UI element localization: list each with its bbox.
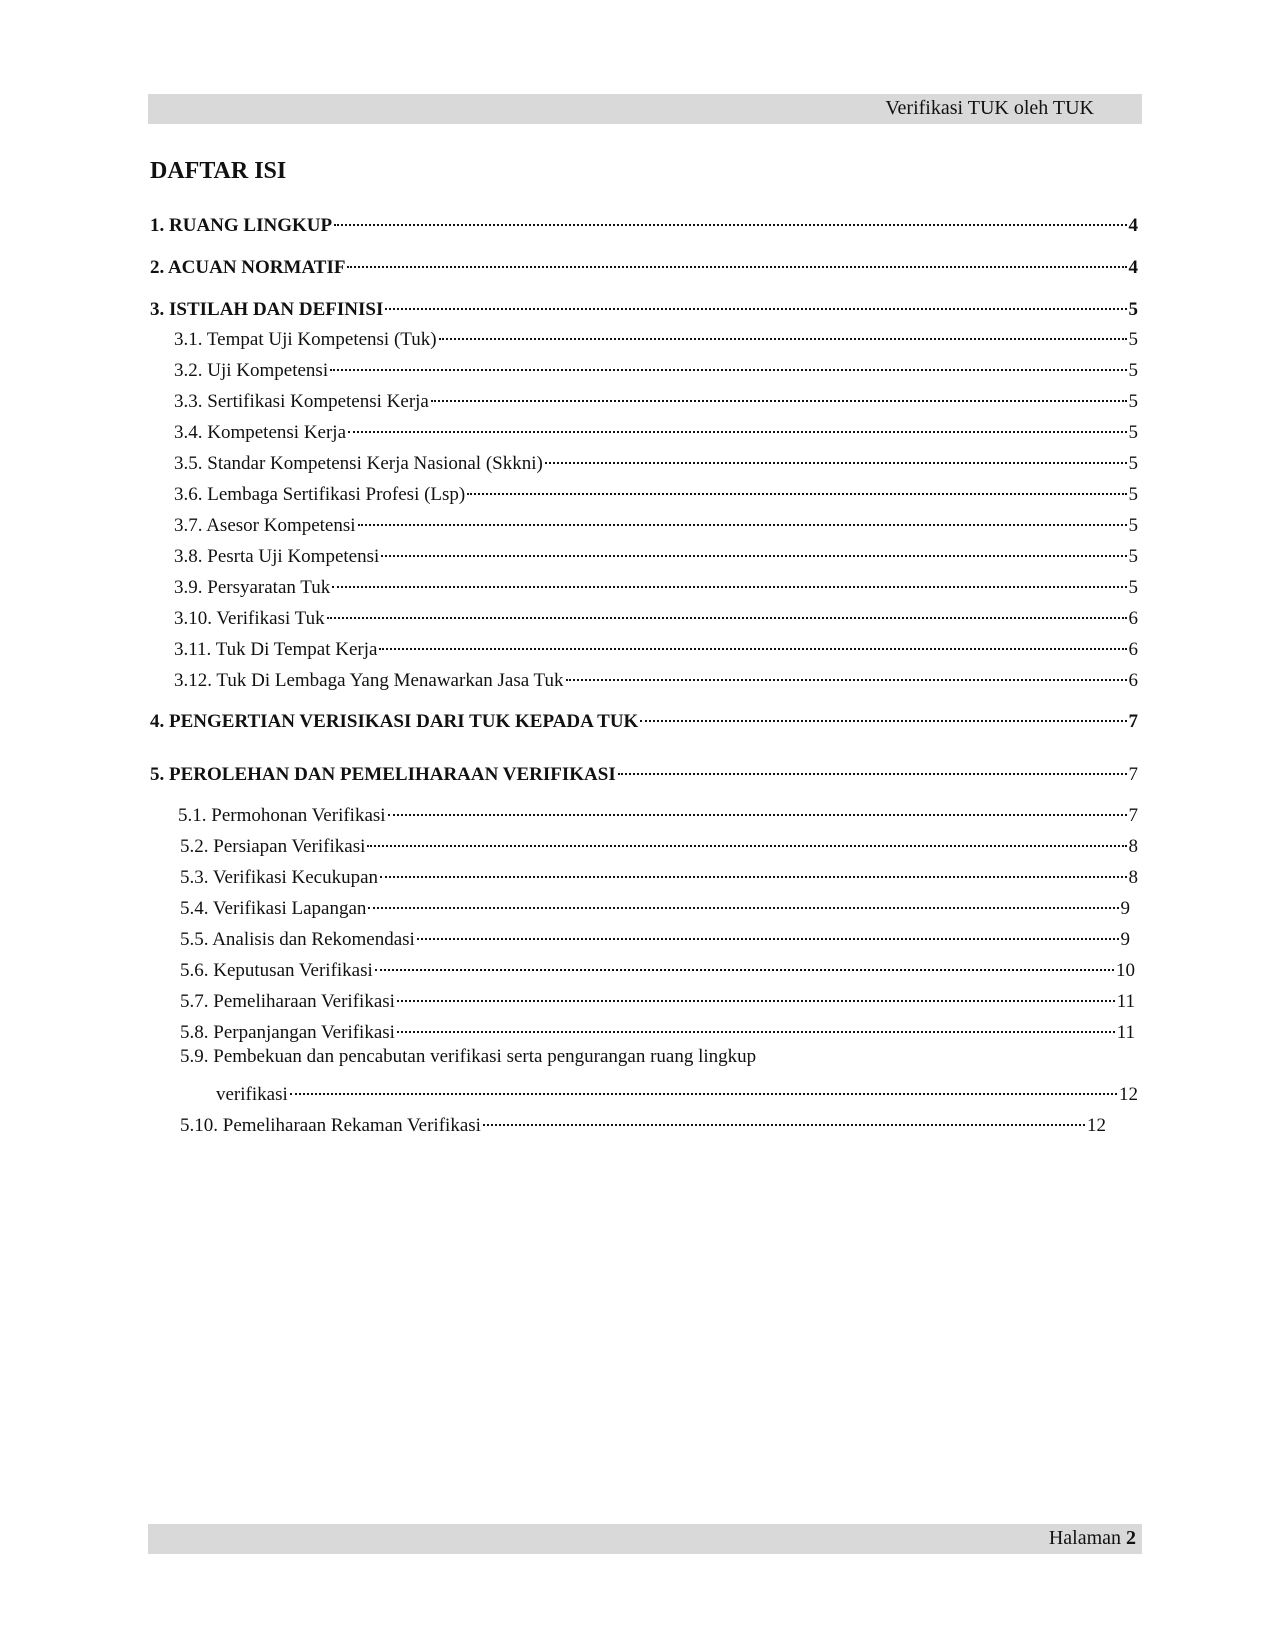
toc-entry-label: 3. ISTILAH DAN DEFINISI [150, 298, 384, 320]
toc-subentry[interactable] [180, 1015, 1135, 1044]
toc-entry-page: 5 [1128, 576, 1138, 598]
dot-leader [380, 855, 1126, 878]
toc-entry-label: verifikasi [216, 1083, 288, 1105]
toc-entry-label: 1. RUANG LINGKUP [150, 214, 333, 236]
dot-leader [566, 658, 1127, 681]
dot-leader [388, 793, 1127, 816]
toc-entry-label: 3.3. Sertifikasi Kompetensi Kerja [174, 390, 429, 412]
dot-leader [347, 245, 1126, 268]
toc-entry-page: 5 [1128, 390, 1138, 412]
toc-entry-page: 4 [1128, 214, 1138, 236]
toc-entry-label: 5.4. Verifikasi Lapangan [180, 897, 367, 919]
toc-entry-label: 5.6. Keputusan Verifikasi [180, 959, 373, 981]
toc-entry-label: 3.2. Uji Kompetensi [174, 359, 329, 381]
toc-entry-label: 3.1. Tempat Uji Kompetensi (Tuk) [174, 328, 437, 350]
dot-leader [439, 317, 1127, 340]
toc-entry-1[interactable] [150, 208, 1138, 237]
dot-leader [397, 979, 1115, 1002]
toc-subentry[interactable] [180, 829, 1138, 858]
toc-subentry[interactable] [180, 922, 1130, 951]
page-title: DAFTAR ISI [150, 158, 287, 184]
dot-leader [290, 1072, 1117, 1095]
toc-subentry[interactable] [174, 539, 1138, 568]
toc-entry-5[interactable] [150, 757, 1138, 786]
toc-subentry[interactable] [174, 446, 1138, 475]
toc-subentry[interactable] [174, 570, 1138, 599]
toc-subentry[interactable] [178, 798, 1138, 827]
dot-leader [417, 917, 1119, 940]
dot-leader [368, 886, 1118, 909]
toc-entry-label: 5.7. Pemeliharaan Verifikasi [180, 990, 395, 1012]
toc-subentry[interactable] [180, 984, 1135, 1013]
dot-leader [385, 287, 1126, 310]
toc-entry-4[interactable] [150, 704, 1138, 733]
toc-entry-page: 5 [1128, 328, 1138, 350]
dot-leader [358, 503, 1127, 526]
toc-entry-page: 7 [1128, 710, 1138, 732]
dot-leader [348, 410, 1126, 433]
toc-entry-page: 5 [1128, 483, 1138, 505]
toc-subentry[interactable] [180, 1108, 1106, 1137]
dot-leader [483, 1103, 1085, 1126]
dot-leader [367, 824, 1126, 847]
page-number-label [1049, 1527, 1136, 1550]
toc-entry-label: 3.9. Persyaratan Tuk [174, 576, 331, 598]
toc-subentry[interactable] [174, 322, 1138, 351]
header-title: Verifikasi TUK oleh TUK [885, 97, 1094, 119]
toc-entry-page: 8 [1128, 835, 1138, 857]
toc-entry-label: 5.2. Persiapan Verifikasi [180, 835, 366, 857]
toc-entry-page: 11 [1116, 990, 1135, 1012]
toc-entry-label: 4. PENGERTIAN VERISIKASI DARI TUK KEPADA TUK [150, 710, 639, 732]
toc-entry-label: 3.4. Kompetensi Kerja [174, 421, 347, 443]
toc-subentry[interactable] [174, 415, 1138, 444]
page-label: Halaman [1048, 1527, 1121, 1549]
page-number: 2 [1126, 1527, 1136, 1549]
dot-leader [379, 627, 1126, 650]
toc-entry-label: 5.5. Analisis dan Rekomendasi [180, 928, 415, 950]
toc-entry-page: 7 [1128, 763, 1138, 785]
toc-subentry[interactable] [174, 384, 1138, 413]
dot-leader [375, 948, 1114, 971]
toc-entry-page: 4 [1128, 256, 1138, 278]
toc-entry-label: 5.3. Verifikasi Kecukupan [180, 866, 379, 888]
dot-leader [327, 596, 1127, 619]
toc-entry-page: 9 [1120, 897, 1130, 919]
toc-subentry[interactable] [174, 632, 1138, 661]
dot-leader [332, 565, 1126, 588]
toc-entry-label: 3.12. Tuk Di Lembaga Yang Menawarkan Jasa Tuk [174, 669, 564, 691]
toc-entry-page: 6 [1128, 669, 1138, 691]
toc-subentry[interactable] [180, 891, 1130, 920]
toc-entry-page: 5 [1128, 359, 1138, 381]
toc-entry-label: 3.6. Lembaga Sertifikasi Profesi (Lsp) [174, 483, 466, 505]
dot-leader [334, 203, 1126, 226]
toc-subentry-5-9-line1[interactable]: 5.9. Pembekuan dan pencabutan verifikasi serta pengurangan ruang lingkup [180, 1046, 757, 1067]
toc-entry-label: 3.7. Asesor Kompetensi [174, 514, 356, 536]
toc-subentry[interactable] [174, 353, 1138, 382]
toc-entry-label: 5.10. Pemeliharaan Rekaman Verifikasi [180, 1114, 481, 1136]
toc-entry-page: 5 [1128, 421, 1138, 443]
toc-entry-2[interactable] [150, 250, 1138, 279]
toc-subentry[interactable] [174, 477, 1138, 506]
toc-subentry[interactable] [174, 508, 1138, 537]
dot-leader [381, 534, 1126, 557]
dot-leader [545, 441, 1127, 464]
toc-entry-page: 5 [1128, 452, 1138, 474]
toc-entry-page: 5 [1128, 545, 1138, 567]
dot-leader [618, 752, 1127, 775]
page-footer [148, 1524, 1142, 1554]
toc-entry-label: 5.1. Permohonan Verifikasi [178, 804, 386, 826]
toc-entry-label: 3.5. Standar Kompetensi Kerja Nasional (Skkni) [174, 452, 543, 474]
toc-entry-label: 2. ACUAN NORMATIF [150, 256, 346, 278]
toc-entry-page: 9 [1120, 928, 1130, 950]
toc-entry-label: 5.8. Perpanjangan Verifikasi [180, 1021, 395, 1043]
page-header [148, 94, 1142, 124]
toc-entry-page: 10 [1116, 959, 1135, 981]
dot-leader [397, 1010, 1115, 1033]
dot-leader [431, 379, 1127, 402]
toc-subentry[interactable] [180, 860, 1138, 889]
toc-entry-label: 3.10. Verifikasi Tuk [174, 607, 325, 629]
toc-entry-label: 3.8. Pesrta Uji Kompetensi [174, 545, 380, 567]
dot-leader [330, 348, 1126, 371]
toc-entry-page: 12 [1087, 1114, 1106, 1136]
toc-entry-label: 5. PEROLEHAN DAN PEMELIHARAAN VERIFIKASI [150, 763, 616, 785]
toc-subentry-5-9-line2[interactable] [216, 1077, 1138, 1106]
toc-entry-page: 8 [1128, 866, 1138, 888]
toc-entry-label: 3.11. Tuk Di Tempat Kerja [174, 638, 378, 660]
toc-subentry[interactable] [180, 953, 1135, 982]
toc-subentry[interactable] [174, 601, 1138, 630]
dot-leader [640, 699, 1126, 722]
toc-entry-page: 11 [1116, 1021, 1135, 1043]
toc-entry-page: 7 [1128, 804, 1138, 826]
toc-subentry[interactable] [174, 663, 1138, 692]
toc-entry-page: 5 [1128, 298, 1138, 320]
toc-entry-page: 12 [1119, 1083, 1138, 1105]
toc-entry-page: 5 [1128, 514, 1138, 536]
toc-entry-page: 6 [1128, 607, 1138, 629]
dot-leader [467, 472, 1126, 495]
toc-entry-page: 6 [1128, 638, 1138, 660]
